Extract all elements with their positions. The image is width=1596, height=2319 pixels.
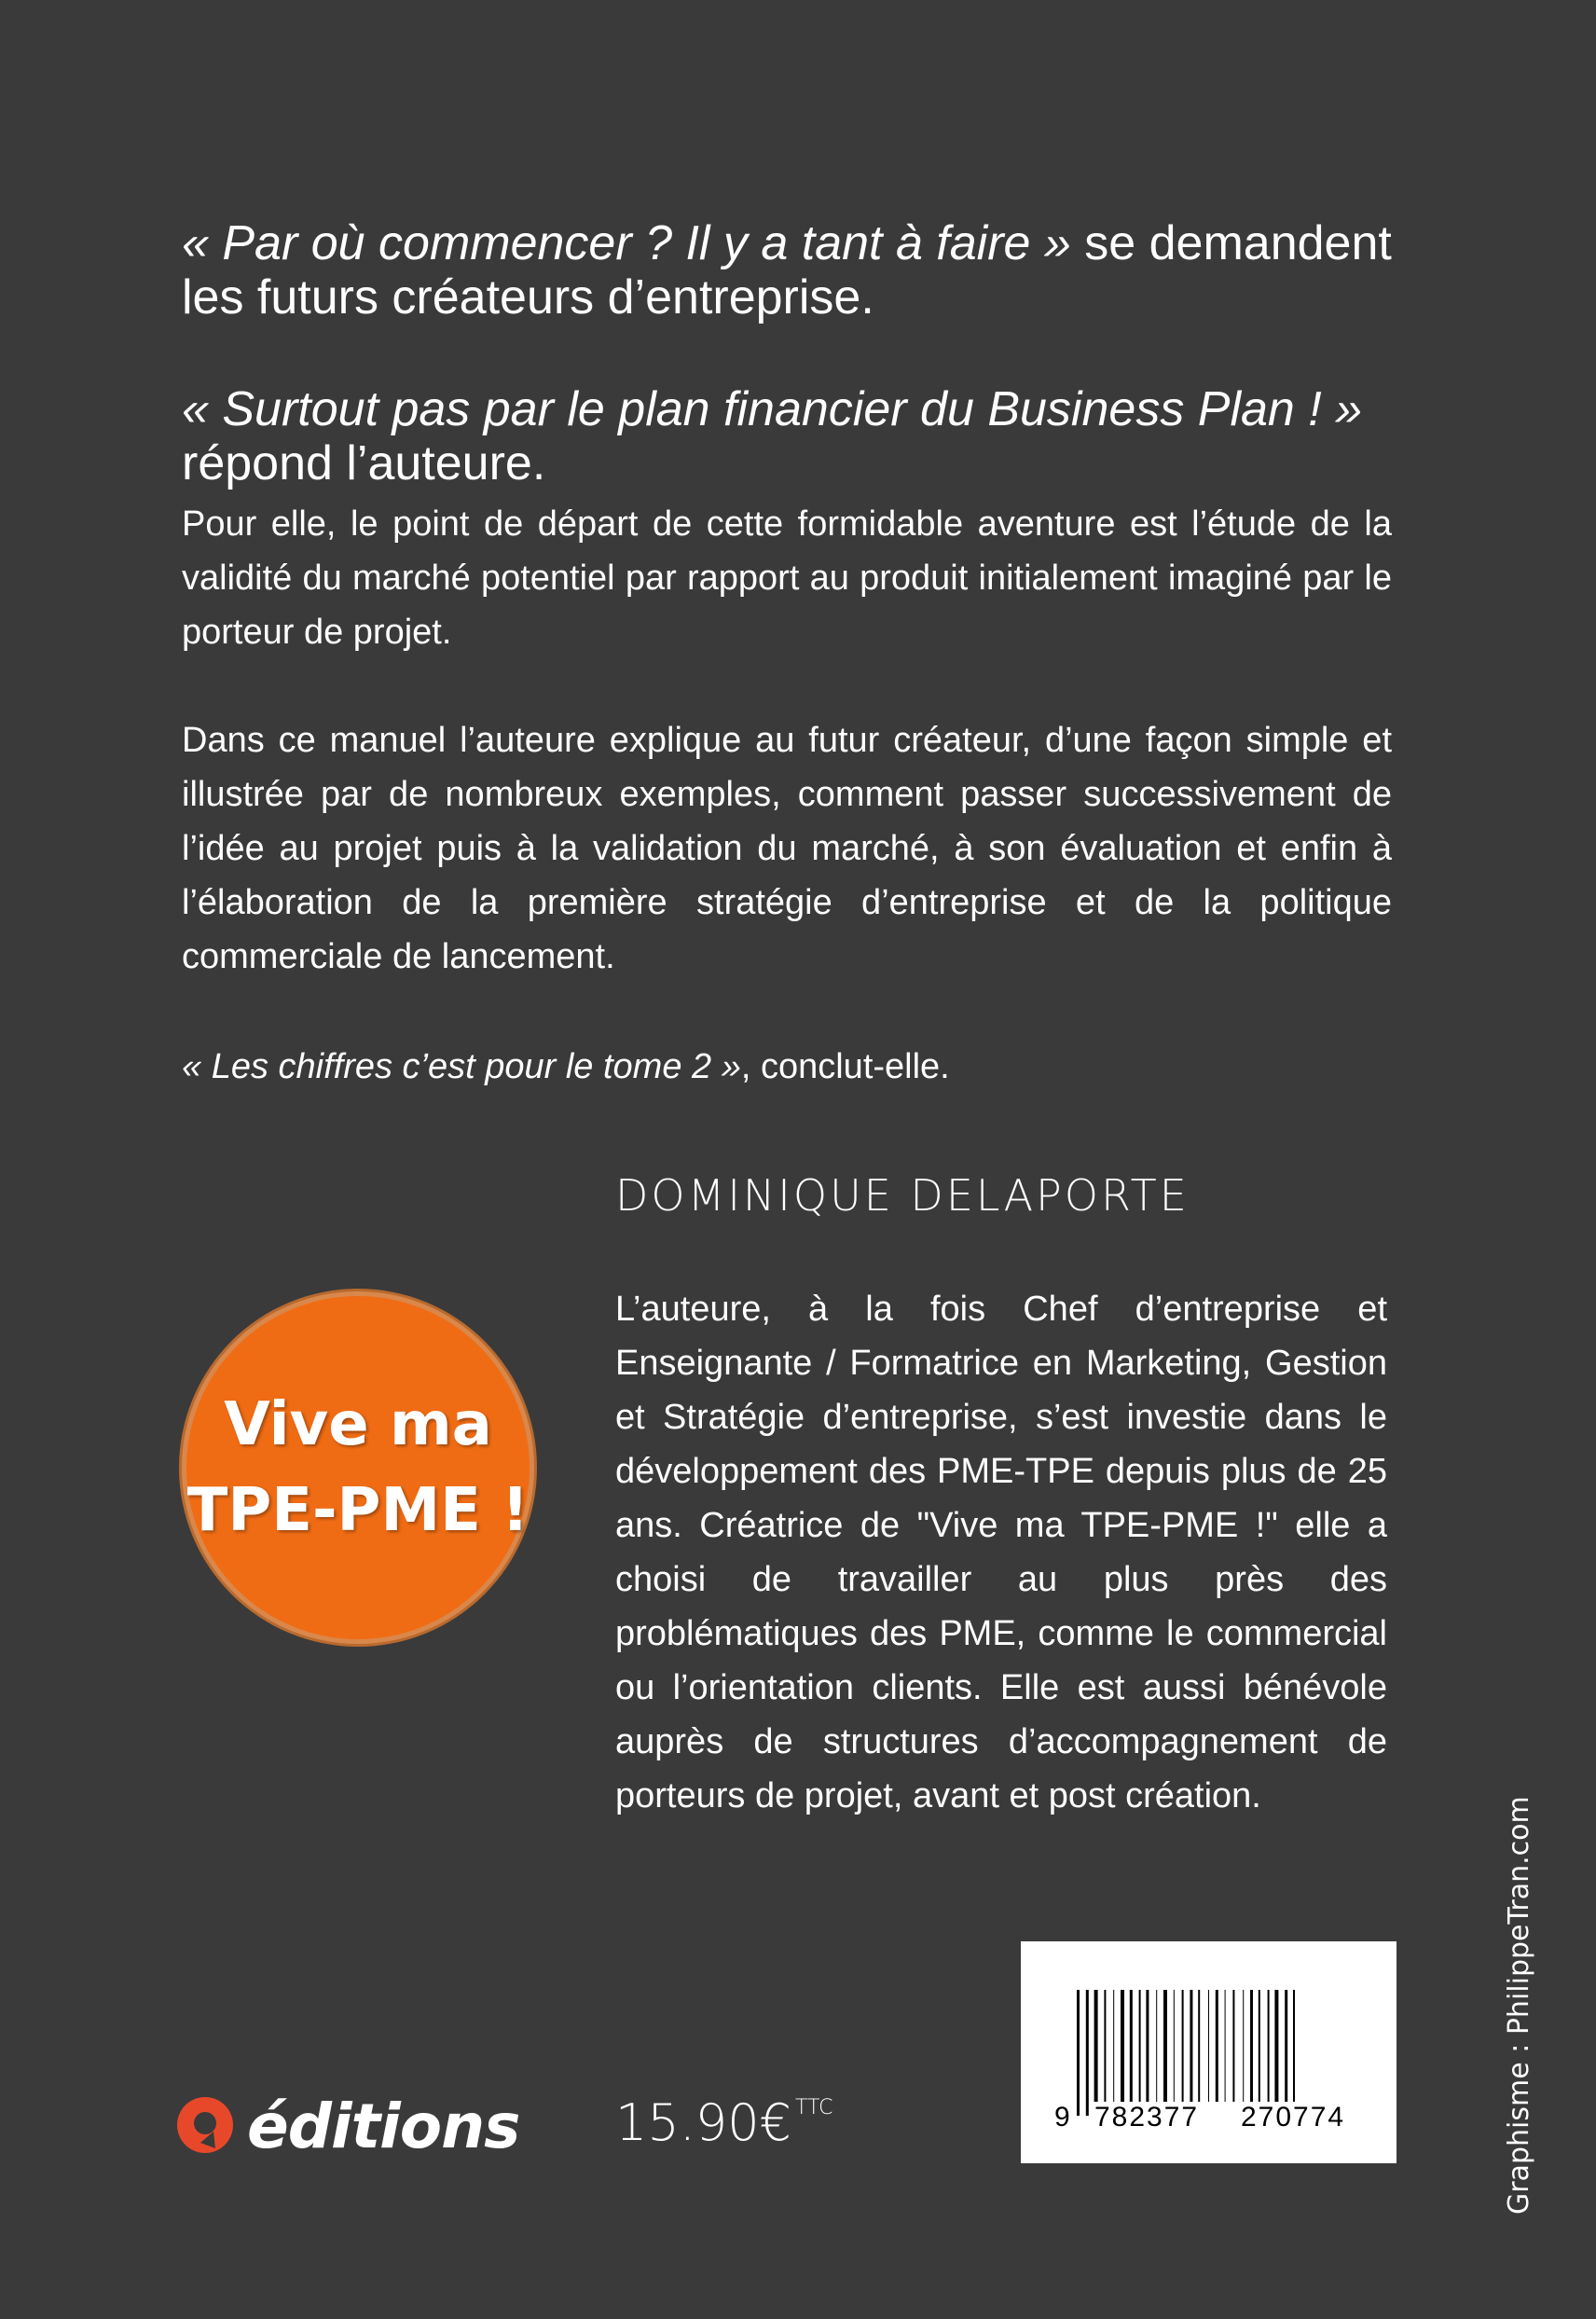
barcode-bar (1232, 1990, 1234, 2102)
barcode-bar (1250, 1990, 1253, 2102)
barcode-bar (1104, 1990, 1106, 2102)
price-amount: 15.90€ (615, 2093, 791, 2152)
paragraph-2: Dans ce manuel l’auteure explique au futur créateur, d’une façon simple et illustrée par de nombreux exemples, comment passer successivement de l’idée au projet puis à la validation du marché, à son évaluation et enfin à l’élaboration de la première stratégie d’entreprise et de la politique commerciale de lancement. (182, 721, 1392, 976)
barcode-bar (1121, 1990, 1124, 2102)
vive-ma-tpe-pme-badge (182, 1291, 534, 1644)
graphic-design-credit: Graphisme : PhilippeTran.com (1503, 1796, 1535, 2215)
barcode-bar (1208, 1990, 1209, 2102)
badge-line-1: Vive ma (224, 1390, 492, 1459)
barcode-bar (1086, 1990, 1089, 2116)
barcode-bar (1198, 1990, 1200, 2102)
barcode-bar (1094, 1990, 1098, 2102)
barcode-bar (1268, 1990, 1270, 2102)
badge-line-2: TPE-PME ! (186, 1476, 530, 1545)
barcode-bar (1163, 1990, 1167, 2102)
barcode-bar (1285, 1990, 1287, 2102)
author-name: DOMINIQUE DELAPORTE (615, 1170, 1190, 1221)
barcode-bar (1243, 1990, 1244, 2102)
barcode-first-digit: 9 (1054, 2102, 1070, 2133)
barcode-bar (1216, 1990, 1218, 2102)
price-suffix: TTC (794, 2096, 833, 2119)
intro-quote-2-italic: « Surtout pas par le plan financier du Business Plan ! » (182, 382, 1363, 436)
paragraph-3-italic: « Les chiffres c’est pour le tome 2 » (182, 1047, 741, 1086)
location-pin-icon (172, 2094, 238, 2160)
barcode-bar (1156, 1990, 1157, 2102)
author-bio: L’auteure, à la fois Chef d’entreprise et Enseignante / Formatrice en Marketing, Gestion et Stratégie d’entreprise, s’est investie dans le développement des PME-TPE depuis plus de 25 ans. Créatrice de "Vive ma TPE-PME !" elle a choisi de travailler au plus près des problématiques des PME, comme le commercial ou l’orientation clients. Elle est aussi bénévole auprès de structures d’accompagnement de porteurs de projet, avant et post création. (615, 1290, 1387, 1815)
barcode-left-group: 782377 (1094, 2102, 1200, 2133)
paragraph-3-rest: , conclut-elle. (740, 1047, 950, 1086)
barcode-bar (1113, 1990, 1114, 2102)
barcode-bar (1190, 1990, 1192, 2102)
barcode-bar (1130, 1990, 1133, 2102)
barcode-right-group: 270774 (1241, 2102, 1346, 2133)
paragraph-1: Pour elle, le point de départ de cette formidable aventure est l’étude de la validité du marché potentiel par rapport au produit initialement imaginé par le porteur de projet. (182, 504, 1392, 652)
barcode-bar (1146, 1990, 1149, 2102)
barcode-bar (1293, 1990, 1295, 2102)
barcode-bar (1259, 1990, 1260, 2102)
intro-quote-1 (182, 216, 1392, 324)
price (615, 2093, 833, 2152)
publisher-logo-text: éditions (247, 2091, 520, 2162)
isbn-barcode (1021, 1941, 1396, 2163)
barcode-bar (1225, 1990, 1226, 2102)
intro-quote-1-rest: se demandent les futurs créateurs d’entreprise. (182, 216, 1392, 324)
intro-quote-2 (182, 382, 1392, 490)
intro-quote-1-italic: « Par où commencer ? Il y a tant à faire » (182, 216, 1071, 270)
intro-quote-2-rest: répond l’auteure. (182, 436, 546, 490)
publisher-logo (172, 2091, 519, 2162)
barcode-digits (1021, 2102, 1396, 2139)
barcode-bar (1274, 1990, 1278, 2102)
barcode-bar (1182, 1990, 1184, 2102)
barcode-bar (1139, 1990, 1141, 2102)
barcode-bar (1077, 1990, 1080, 2116)
paragraph-3 (182, 1040, 1392, 1094)
barcode-bar (1174, 1990, 1175, 2102)
